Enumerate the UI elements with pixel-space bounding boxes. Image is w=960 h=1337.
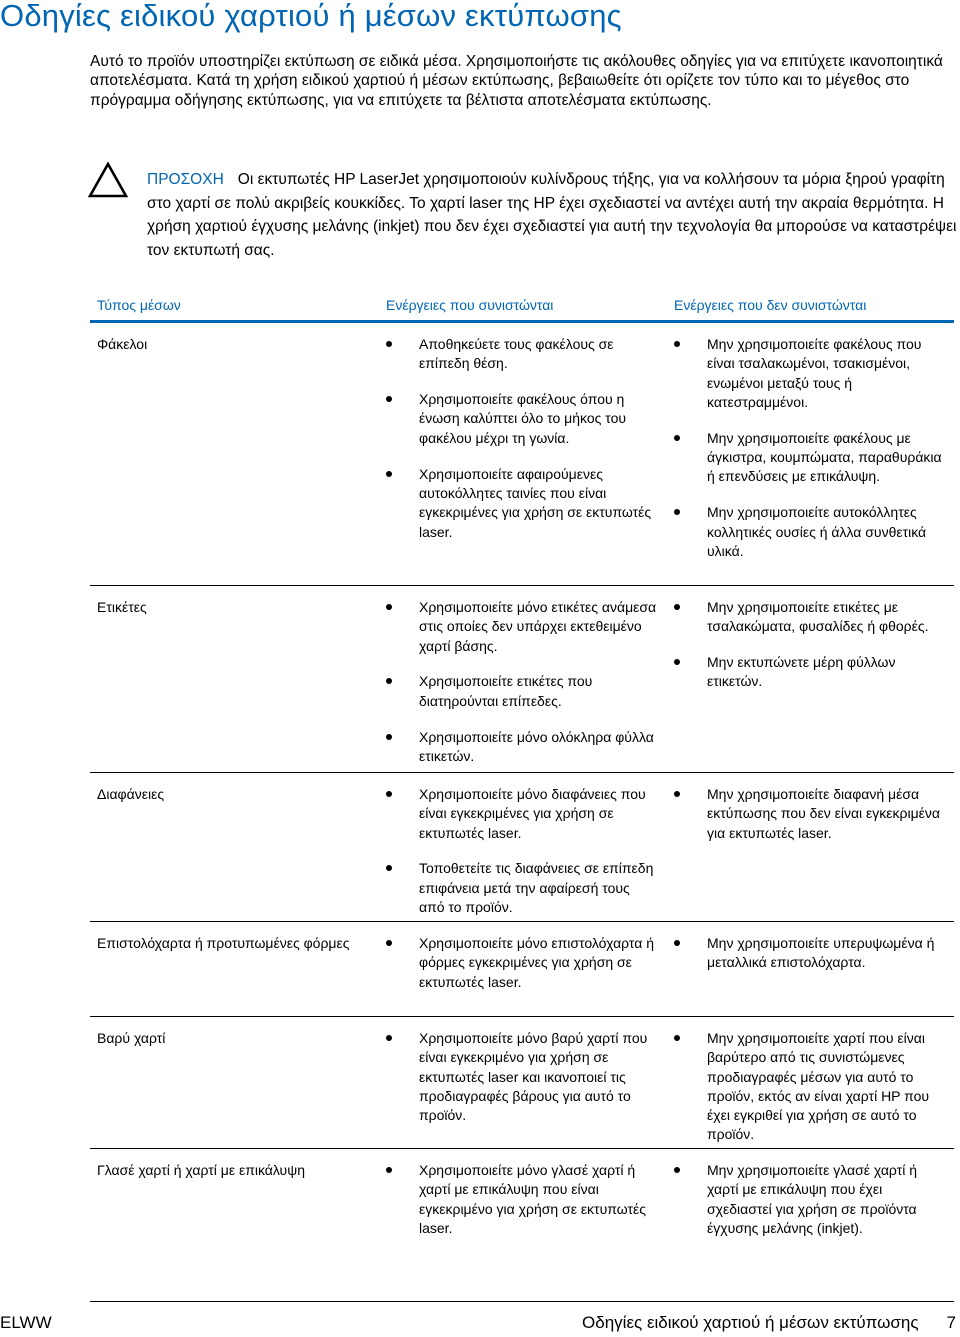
not-recommended-item bbox=[674, 653, 948, 692]
warning-triangle-icon bbox=[88, 162, 128, 198]
bullet-icon bbox=[386, 734, 392, 740]
recommended-text: Χρησιμοποιείτε μόνο ετικέτες ανάμεσα στις οποίες δεν υπάρχει εκτεθειμένο χαρτί βάσης. bbox=[419, 599, 657, 654]
not-recommended-cell bbox=[674, 1161, 948, 1238]
page-footer bbox=[0, 1313, 960, 1337]
not-recommended-cell bbox=[674, 785, 948, 843]
not-recommended-text: Μην χρησιμοποιείτε υπερυψωμένα ή μεταλλικά επιστολόχαρτα. bbox=[707, 935, 935, 971]
not-recommended-text: Μην χρησιμοποιείτε φακέλους με άγκιστρα, κουμπώματα, παραθυράκια ή επενδύσεις με επικάλυψη. bbox=[707, 429, 942, 485]
not-recommended-text: Μην χρησιμοποιείτε φακέλους που είναι τσαλακωμένοι, τσακισμένοι, ενωμένοι μεταξύ τους ή κατεστραμμένοι. bbox=[707, 336, 922, 410]
recommended-item bbox=[386, 335, 658, 374]
bullet-icon bbox=[386, 471, 392, 477]
not-recommended-text: Μην χρησιμοποιείτε ετικέτες με τσαλακώματα, φυσαλίδες ή φθορές. bbox=[707, 599, 929, 635]
table-row bbox=[90, 1149, 954, 1302]
bullet-icon bbox=[386, 791, 392, 797]
not-recommended-item bbox=[674, 429, 948, 487]
not-recommended-item bbox=[674, 503, 948, 561]
recommended-text: Χρησιμοποιείτε φακέλους όπου η ένωση καλύπτει όλο το μήκος του φακέλου μέχρι τη γωνία. bbox=[419, 391, 627, 446]
page-number: 7 bbox=[946, 1313, 956, 1332]
bullet-icon bbox=[386, 604, 392, 610]
not-recommended-cell bbox=[674, 335, 948, 561]
media-type-cell: Διαφάνειες bbox=[97, 786, 165, 802]
media-type-cell: Γλασέ χαρτί ή χαρτί με επικάλυψη bbox=[97, 1162, 305, 1178]
not-recommended-text: Μην χρησιμοποιείτε αυτοκόλλητες κολλητικές ουσίες ή άλλα συνθετικά υλικά. bbox=[707, 504, 927, 559]
bullet-icon bbox=[674, 341, 680, 347]
header-recommended: Ενέργειες που συνιστώνται bbox=[386, 297, 554, 313]
media-guidelines-table bbox=[90, 296, 954, 1302]
not-recommended-item bbox=[674, 335, 948, 412]
recommended-text: Χρησιμοποιείτε ετικέτες που διατηρούνται επίπεδες. bbox=[419, 673, 593, 709]
bullet-icon bbox=[674, 604, 680, 610]
table-header bbox=[90, 296, 954, 323]
footer-section-title: Οδηγίες ειδικού χαρτιού ή μέσων εκτύπωσης bbox=[582, 1313, 919, 1332]
table-row bbox=[90, 323, 954, 586]
not-recommended-text: Μην εκτυπώνετε μέρη φύλλων ετικετών. bbox=[707, 654, 896, 690]
not-recommended-item bbox=[674, 1029, 948, 1145]
not-recommended-text: Μην χρησιμοποιείτε γλασέ χαρτί ή χαρτί με επικάλυψη που έχει σχεδιαστεί για χρήση σε προϊόντα έγχυσης μελάνης (inkjet). bbox=[707, 1162, 918, 1236]
not-recommended-item bbox=[674, 598, 948, 637]
recommended-text: Χρησιμοποιείτε μόνο βαρύ χαρτί που είναι εγκεκριμένο για χρήση σε εκτυπωτές laser και ικανοποιεί τις προδιαγραφές βάρους για αυτό το προϊόν. bbox=[419, 1030, 648, 1124]
recommended-text: Χρησιμοποιείτε μόνο διαφάνειες που είναι εγκεκριμένες για χρήση σε εκτυπωτές laser. bbox=[419, 786, 646, 841]
not-recommended-item bbox=[674, 934, 948, 973]
recommended-item bbox=[386, 672, 658, 711]
not-recommended-item bbox=[674, 1161, 948, 1238]
bullet-icon bbox=[386, 341, 392, 347]
footer-section bbox=[582, 1313, 956, 1333]
table-row bbox=[90, 922, 954, 1017]
recommended-text: Χρησιμοποιείτε αφαιρούμενες αυτοκόλλητες ταινίες που είναι εγκεκριμένες για χρήση σε εκτυπωτές laser. bbox=[419, 465, 652, 540]
header-media-type: Τύπος μέσων bbox=[97, 297, 181, 313]
bullet-icon bbox=[386, 865, 392, 871]
bullet-icon bbox=[386, 678, 392, 684]
not-recommended-item bbox=[674, 785, 948, 843]
not-recommended-text: Μην χρησιμοποιείτε διαφανή μέσα εκτύπωσης που δεν είναι εγκεκριμένα για εκτυπωτές laser. bbox=[707, 786, 941, 841]
recommended-text: Χρησιμοποιείτε μόνο ολόκληρα φύλλα ετικετών. bbox=[419, 728, 654, 764]
media-type-cell: Βαρύ χαρτί bbox=[97, 1030, 166, 1046]
caution-text: Οι εκτυπωτές HP LaserJet χρησιμοποιούν κυλίνδρους τήξης, για να κολλήσουν τα μόρια ξηρού γραφίτη στο χαρτί σε πολύ ακριβείς κουκκίδες. Το χαρτί laser της HP έχει σχεδιαστεί να αντέχει αυτή την ακραία θερμότητα. Η χρήση χαρτιού έγχυσης μελάνης (inkjet) που δεν έχει σχεδιαστεί για αυτή την τεχνολογία θα μπορούσε να καταστρέψει τον εκτυπωτή σας. bbox=[147, 171, 957, 259]
recommended-text: Χρησιμοποιείτε μόνο γλασέ χαρτί ή χαρτί με επικάλυψη που είναι εγκεκριμένο για χρήση σε εκτυπωτές laser. bbox=[419, 1162, 646, 1236]
caution-label: ΠΡΟΣΟΧΗ bbox=[147, 171, 224, 188]
recommended-text: Τοποθετείτε τις διαφάνειες σε επίπεδη επιφάνεια μετά την αφαίρεσή τους από το προϊόν. bbox=[419, 860, 654, 916]
bullet-icon bbox=[674, 1035, 680, 1041]
header-not-recommended: Ενέργειες που δεν συνιστώνται bbox=[674, 297, 867, 313]
recommended-item bbox=[386, 728, 658, 767]
recommended-cell bbox=[386, 934, 658, 992]
recommended-cell bbox=[386, 598, 658, 766]
intro-paragraph: Αυτό το προϊόν υποστηρίζει εκτύπωση σε ειδικά μέσα. Χρησιμοποιήστε τις ακόλουθες οδηγίες για να επιτύχετε ικανοποιητικά αποτελέσματα. Κατά τη χρήση ειδικού χαρτιού ή μέσων εκτύπωσης, βεβαιωθείτε ότι ορίζετε τον τύπο και το μέγεθος στο πρόγραμμα οδήγησης εκτύπωσης, για να επιτύχετε τα βέλτιστα αποτελέσματα εκτύπωσης. bbox=[90, 53, 943, 109]
recommended-item bbox=[386, 934, 658, 992]
table-row bbox=[90, 773, 954, 922]
bullet-icon bbox=[674, 791, 680, 797]
bullet-icon bbox=[674, 509, 680, 515]
recommended-item bbox=[386, 598, 658, 656]
recommended-item bbox=[386, 465, 658, 542]
media-type-cell: Φάκελοι bbox=[97, 336, 148, 352]
bullet-icon bbox=[386, 396, 392, 402]
table-body bbox=[90, 323, 954, 1302]
not-recommended-text: Μην χρησιμοποιείτε χαρτί που είναι βαρύτερο από τις συνιστώμενες προδιαγραφές μέσων για αυτό το προϊόν, εκτός αν είναι χαρτί HP που έχει εγκριθεί για χρήση σε αυτό το προϊόν. bbox=[707, 1030, 930, 1143]
recommended-item bbox=[386, 785, 658, 843]
recommended-cell bbox=[386, 785, 658, 917]
bullet-icon bbox=[386, 940, 392, 946]
bullet-icon bbox=[386, 1167, 392, 1173]
media-type-cell: Επιστολόχαρτα ή προτυπωμένες φόρμες bbox=[97, 935, 350, 951]
recommended-item bbox=[386, 1029, 658, 1125]
footer-doc-code: ELWW bbox=[0, 1313, 52, 1332]
recommended-cell bbox=[386, 1029, 658, 1125]
caution-note bbox=[147, 168, 959, 262]
recommended-item bbox=[386, 859, 658, 917]
not-recommended-cell bbox=[674, 934, 948, 973]
not-recommended-cell bbox=[674, 1029, 948, 1145]
bullet-icon bbox=[386, 1035, 392, 1041]
recommended-item bbox=[386, 1161, 658, 1238]
media-type-cell: Ετικέτες bbox=[97, 599, 147, 615]
table-row bbox=[90, 1017, 954, 1149]
recommended-cell bbox=[386, 1161, 658, 1238]
not-recommended-cell bbox=[674, 598, 948, 692]
bullet-icon bbox=[674, 1167, 680, 1173]
bullet-icon bbox=[674, 435, 680, 441]
table-row bbox=[90, 586, 954, 773]
bullet-icon bbox=[674, 659, 680, 665]
recommended-cell bbox=[386, 335, 658, 542]
recommended-text: Αποθηκεύετε τους φακέλους σε επίπεδη θέση. bbox=[419, 336, 614, 372]
recommended-text: Χρησιμοποιείτε μόνο επιστολόχαρτα ή φόρμες εγκεκριμένες για χρήση σε εκτυπωτές laser. bbox=[419, 935, 655, 990]
bullet-icon bbox=[674, 940, 680, 946]
page-title: Οδηγίες ειδικού χαρτιού ή μέσων εκτύπωσης bbox=[0, 0, 622, 33]
recommended-item bbox=[386, 390, 658, 448]
